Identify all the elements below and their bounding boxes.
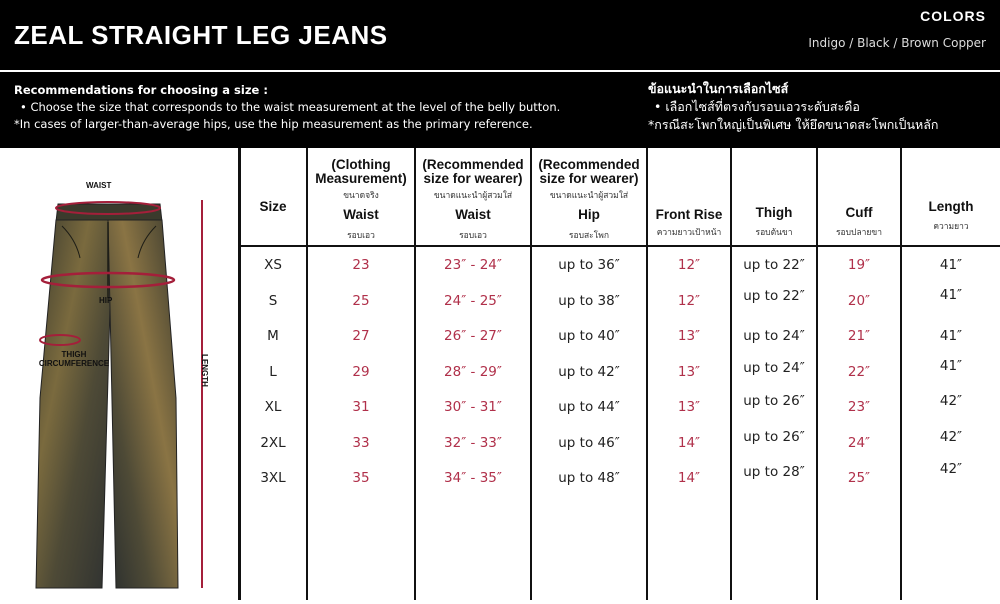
column-header-hip-sub2: size for wearer) bbox=[539, 171, 639, 186]
cell-hip: up to 42″ bbox=[558, 363, 620, 380]
column-header-hip-main: Hip bbox=[578, 207, 600, 222]
column-header-hip-th: รอบสะโพก bbox=[568, 231, 610, 241]
thigh-label-line1: THIGH bbox=[61, 350, 87, 359]
column-header-waist-rec-th-sub: ขนาดแนะนำผู้สวมใส่ bbox=[433, 191, 513, 201]
column-header-waist-sub1: (Clothing bbox=[331, 157, 391, 172]
cell-waist-recommended: 23″ - 24″ bbox=[444, 257, 502, 273]
cell-hip: up to 36″ bbox=[558, 257, 620, 273]
cell-cuff: 19″ bbox=[847, 257, 871, 273]
cell-cuff: 21″ bbox=[847, 328, 871, 344]
column-header-hip-th-sub: ขนาดแนะนำผู้สวมใส่ bbox=[549, 191, 629, 201]
column-header-size bbox=[240, 148, 306, 245]
cell-waist-recommended: 26″ - 27″ bbox=[444, 328, 502, 344]
cell-waist: 25 bbox=[352, 292, 370, 309]
length-label: LENGTH bbox=[199, 354, 209, 387]
cell-thigh: up to 24″ bbox=[743, 359, 805, 376]
recommendations-english bbox=[14, 82, 560, 133]
cell-cuff: 25″ bbox=[847, 470, 871, 486]
recommendations-thai-heading: ข้อแนะนำในการเลือกไซส์ bbox=[648, 81, 789, 96]
cell-cuff: 20″ bbox=[847, 292, 871, 309]
column-header-thigh-main: Thigh bbox=[755, 205, 793, 220]
colors-label: COLORS bbox=[920, 8, 986, 24]
cell-waist: 23 bbox=[352, 257, 370, 273]
cell-hip: up to 40″ bbox=[558, 328, 620, 344]
cell-waist-recommended: 32″ - 33″ bbox=[444, 434, 502, 451]
thigh-label bbox=[24, 350, 124, 368]
cell-length: 42″ bbox=[939, 393, 963, 409]
column-header-rise-main: Front Rise bbox=[655, 207, 723, 222]
column-header-waist-rec-main: Waist bbox=[455, 207, 491, 222]
column-header-hip-sub1: (Recommended bbox=[538, 157, 640, 172]
cell-waist: 27 bbox=[352, 328, 370, 344]
column-header-waist-rec-sub1: (Recommended bbox=[422, 157, 524, 172]
column-header-waist-th: รอบเอว bbox=[347, 231, 375, 241]
recommendations-heading: Recommendations for choosing a size : bbox=[14, 83, 268, 97]
column-header-hip-recommended bbox=[532, 148, 646, 245]
cell-thigh: up to 24″ bbox=[743, 328, 805, 344]
cell-waist: 31 bbox=[352, 399, 370, 415]
column-header-waist-main: Waist bbox=[343, 207, 379, 222]
cell-front-rise: 13″ bbox=[677, 399, 701, 415]
cell-front-rise: 13″ bbox=[677, 363, 701, 380]
column-header-cuff-th: รอบปลายขา bbox=[835, 228, 882, 238]
cell-length: 41″ bbox=[939, 357, 963, 374]
cell-waist: 35 bbox=[352, 470, 370, 486]
column-header-rise-th: ความยาวเป้าหน้า bbox=[656, 228, 722, 238]
cell-length: 41″ bbox=[939, 286, 963, 303]
column-header-waist-recommended bbox=[416, 148, 530, 245]
cell-cuff: 23″ bbox=[847, 399, 871, 415]
cell-hip: up to 44″ bbox=[558, 399, 620, 415]
cell-hip: up to 46″ bbox=[558, 434, 620, 451]
cell-waist-recommended: 34″ - 35″ bbox=[444, 470, 502, 486]
recommendations-note: *In cases of larger-than-average hips, use the hip measurement as the primary reference. bbox=[14, 117, 533, 131]
table-header-divider bbox=[238, 245, 1000, 247]
cell-thigh: up to 26″ bbox=[743, 428, 805, 445]
cell-waist-recommended: 24″ - 25″ bbox=[444, 292, 502, 309]
column-header-length bbox=[902, 148, 1000, 245]
recommendations-panel bbox=[0, 72, 1000, 148]
cell-front-rise: 14″ bbox=[677, 434, 701, 451]
cell-thigh: up to 22″ bbox=[743, 257, 805, 273]
cell-size: XL bbox=[264, 399, 282, 415]
column-header-length-th: ความยาว bbox=[933, 222, 969, 232]
cell-front-rise: 13″ bbox=[677, 328, 701, 344]
cell-size: S bbox=[268, 292, 278, 309]
cell-hip: up to 38″ bbox=[558, 292, 620, 309]
column-header-thigh-th: รอบต้นขา bbox=[755, 228, 793, 238]
cell-cuff: 22″ bbox=[847, 363, 871, 380]
jeans-illustration bbox=[0, 148, 238, 600]
cell-length: 42″ bbox=[939, 428, 963, 445]
cell-front-rise: 14″ bbox=[677, 470, 701, 486]
cell-size: XS bbox=[264, 257, 282, 273]
cell-thigh: up to 28″ bbox=[743, 464, 805, 480]
cell-size: 3XL bbox=[260, 470, 286, 486]
page-title: ZEAL STRAIGHT LEG JEANS bbox=[14, 20, 388, 50]
header-bar bbox=[0, 0, 1000, 70]
cell-waist: 33 bbox=[352, 434, 370, 451]
cell-waist: 29 bbox=[352, 363, 370, 380]
cell-front-rise: 12″ bbox=[677, 257, 701, 273]
column-header-thigh bbox=[732, 148, 816, 245]
column-header-waist-rec-th: รอบเอว bbox=[459, 231, 487, 241]
recommendations-thai-note: *กรณีสะโพกใหญ่เป็นพิเศษ ให้ยึดขนาดสะโพกเป็นหลัก bbox=[648, 117, 939, 132]
cell-thigh: up to 22″ bbox=[743, 287, 805, 304]
cell-cuff: 24″ bbox=[847, 434, 871, 451]
column-header-waist-rec-sub2: size for wearer) bbox=[423, 171, 523, 186]
cell-waist-recommended: 30″ - 31″ bbox=[444, 399, 502, 415]
waist-label: WAIST bbox=[86, 181, 112, 190]
column-header-cuff bbox=[818, 148, 900, 245]
column-header-front-rise bbox=[648, 148, 730, 245]
column-header-cuff-main: Cuff bbox=[845, 205, 873, 220]
cell-length: 41″ bbox=[939, 328, 963, 344]
recommendations-thai-bullet: • เลือกไซส์ที่ตรงกับรอบเอวระดับสะดือ bbox=[654, 99, 860, 114]
hip-label: HIP bbox=[99, 296, 113, 305]
cell-waist-recommended: 28″ - 29″ bbox=[444, 363, 502, 380]
column-header-waist-th-sub: ขนาดจริง bbox=[343, 191, 379, 201]
column-header-length-main: Length bbox=[928, 199, 974, 214]
thigh-label-line2: CIRCUMFERENCE bbox=[38, 359, 110, 368]
cell-length: 42″ bbox=[939, 461, 963, 477]
column-header-size-label: Size bbox=[259, 199, 287, 214]
cell-front-rise: 12″ bbox=[677, 292, 701, 309]
cell-size: M bbox=[267, 328, 279, 344]
column-header-waist-sub2: Measurement) bbox=[315, 171, 407, 186]
cell-hip: up to 48″ bbox=[558, 470, 620, 486]
cell-size: L bbox=[269, 363, 277, 380]
recommendations-bullet: • Choose the size that corresponds to the waist measurement at the level of the belly button. bbox=[20, 100, 561, 114]
recommendations-thai bbox=[648, 80, 939, 134]
cell-thigh: up to 26″ bbox=[743, 393, 805, 409]
cell-length: 41″ bbox=[939, 257, 963, 273]
cell-size: 2XL bbox=[260, 434, 286, 451]
colors-value: Indigo / Black / Brown Copper bbox=[808, 36, 986, 50]
column-header-waist bbox=[308, 148, 414, 245]
